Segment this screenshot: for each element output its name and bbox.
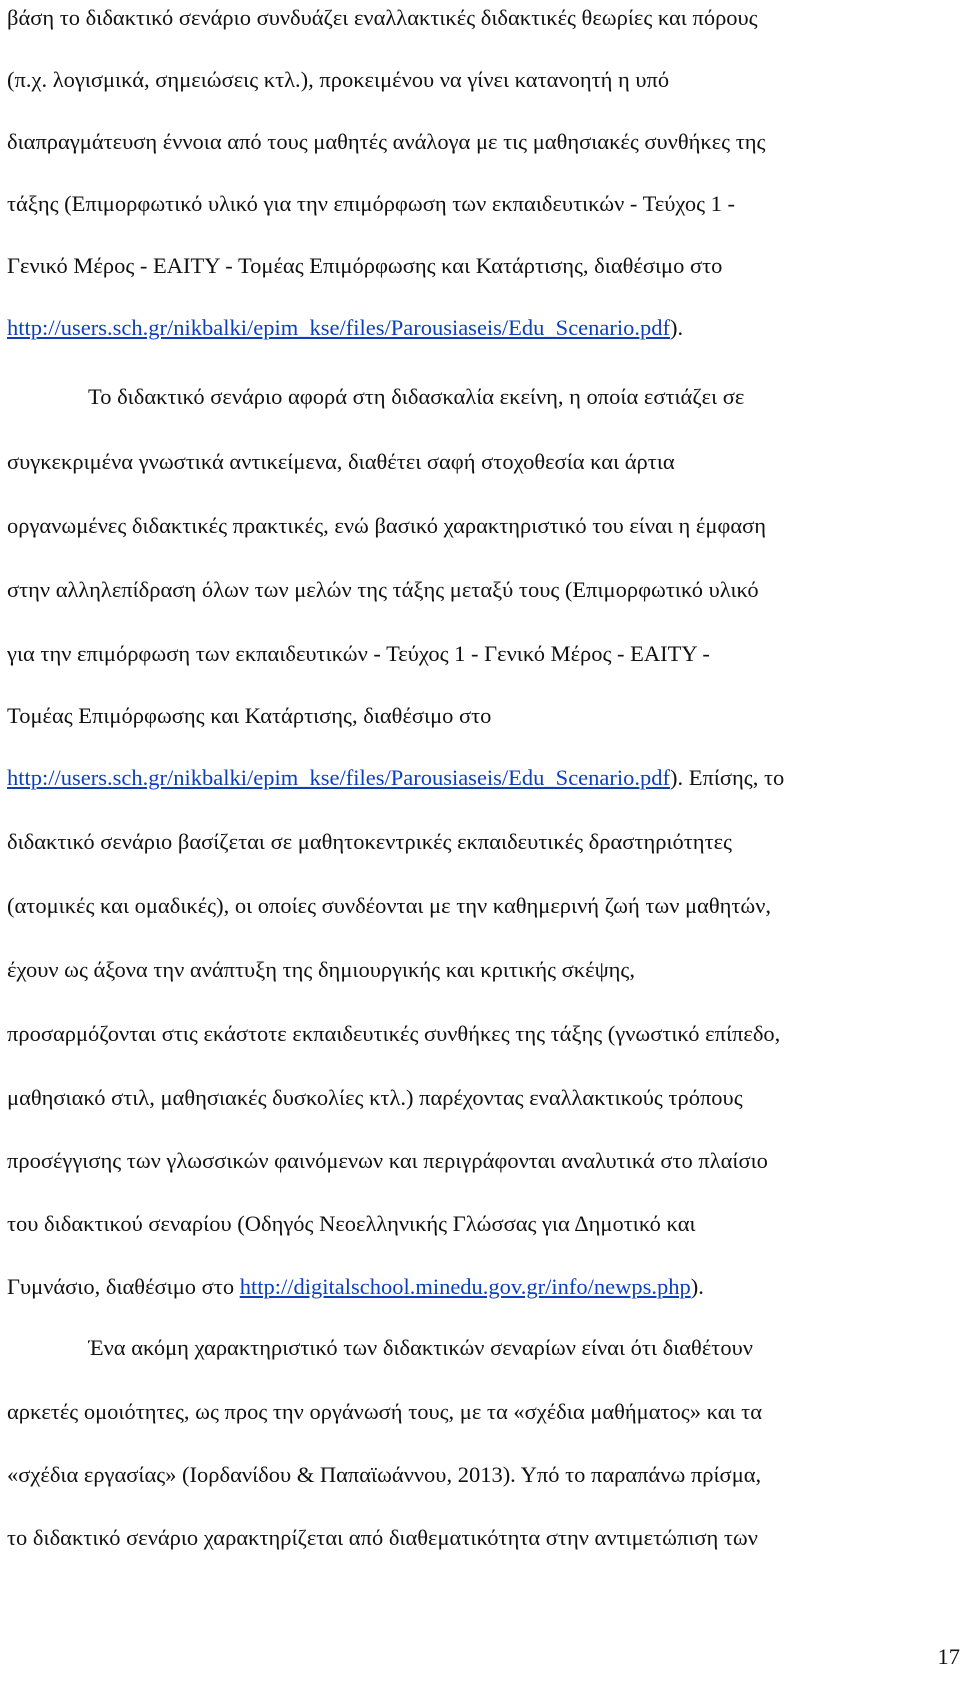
paragraph-2-line-14: του διδακτικού σεναρίου (Οδηγός Νεοελληνικής Γλώσσας για Δημοτικό και bbox=[7, 1211, 696, 1236]
paragraph-2-line-15 bbox=[7, 1273, 952, 1301]
paragraph-2-line-6: Τομέας Επιμόρφωσης και Κατάρτισης, διαθέσιμο στο bbox=[7, 703, 492, 728]
link-leading-text: Γυμνάσιο, διαθέσιμο στο bbox=[7, 1274, 240, 1299]
paragraph-2-line-1: Το διδακτικό σενάριο αφορά στη διδασκαλία εκείνη, η οποία εστιάζει σε bbox=[88, 384, 745, 409]
paragraph-3-line-2: αρκετές ομοιότητες, ως προς την οργάνωσή τους, με τα «σχέδια μαθήματος» και τα bbox=[7, 1399, 763, 1424]
paragraph-2-line-12: μαθησιακό στιλ, μαθησιακές δυσκολίες κτλ.) παρέχοντας εναλλακτικούς τρόπους bbox=[7, 1085, 743, 1110]
paragraph-2-line-8: διδακτικό σενάριο βασίζεται σε μαθητοκεντρικές εκπαιδευτικές δραστηριότητες bbox=[7, 829, 732, 854]
paragraph-1-line-5: Γενικό Μέρος - ΕΑΙΤΥ - Τομέας Επιμόρφωσης και Κατάρτισης, διαθέσιμο στο bbox=[7, 253, 723, 278]
edu-scenario-link[interactable]: http://users.sch.gr/nikbalki/epim_kse/files/Parousiaseis/Edu_Scenario.pdf bbox=[7, 315, 671, 340]
page-number: 17 bbox=[937, 1644, 960, 1669]
paragraph-2-line-10: έχουν ως άξονα την ανάπτυξη της δημιουργικής και κριτικής σκέψης, bbox=[7, 957, 635, 982]
paragraph-2-line-2: συγκεκριμένα γνωστικά αντικείμενα, διαθέτει σαφή στοχοθεσία και άρτια bbox=[7, 449, 675, 474]
paragraph-1-line-2: (π.χ. λογισμικά, σημειώσεις κτλ.), προκειμένου να γίνει κατανοητή η υπό bbox=[7, 67, 670, 92]
link-closing-text: ). bbox=[690, 1274, 704, 1299]
paragraph-2-line-9: (ατομικές και ομαδικές), οι οποίες συνδέονται με την καθημερινή ζωή των μαθητών, bbox=[7, 893, 772, 918]
paragraph-2-line-11: προσαρμόζονται στις εκάστοτε εκπαιδευτικές συνθήκες της τάξης (γνωστικό επίπεδο, bbox=[7, 1021, 781, 1046]
paragraph-2-line-4: στην αλληλεπίδραση όλων των μελών της τάξης μεταξύ τους (Επιμορφωτικό υλικό bbox=[7, 577, 759, 602]
paragraph-2-line-5: για την επιμόρφωση των εκπαιδευτικών - Τεύχος 1 - Γενικό Μέρος - ΕΑΙΤΥ - bbox=[7, 641, 710, 666]
paragraph-1-line-3: διαπραγμάτευση έννοια από τους μαθητές ανάλογα με τις μαθησιακές συνθήκες της bbox=[7, 129, 766, 154]
edu-scenario-link-2[interactable]: http://users.sch.gr/nikbalki/epim_kse/files/Parousiaseis/Edu_Scenario.pdf bbox=[7, 765, 671, 790]
paragraph-2-line-3: οργανωμένες διδακτικές πρακτικές, ενώ βασικό χαρακτηριστικό του είναι η έμφαση bbox=[7, 513, 767, 538]
paragraph-2-line-7 bbox=[7, 764, 952, 792]
paragraph-1-line-1: βάση το διδακτικό σενάριο συνδυάζει εναλλακτικές διδακτικές θεωρίες και πόρους bbox=[7, 5, 758, 30]
paragraph-1-line-6 bbox=[7, 314, 952, 342]
paragraph-3-line-3: «σχέδια εργασίας» (Ιορδανίδου & Παπαϊωάννου, 2013). Υπό το παραπάνω πρίσμα, bbox=[7, 1462, 762, 1487]
digitalschool-link[interactable]: http://digitalschool.minedu.gov.gr/info/newps.php bbox=[239, 1274, 691, 1299]
paragraph-3-line-4: το διδακτικό σενάριο χαρακτηρίζεται από διαθεματικότητα στην αντιμετώπιση των bbox=[7, 1525, 758, 1550]
link-closing-text: ). Επίσης, το bbox=[670, 765, 785, 790]
paragraph-1-line-4: τάξης (Επιμορφωτικό υλικό για την επιμόρφωση των εκπαιδευτικών - Τεύχος 1 - bbox=[7, 191, 736, 216]
paragraph-3-line-1: Ένα ακόμη χαρακτηριστικό των διδακτικών σεναρίων είναι ότι διαθέτουν bbox=[88, 1335, 753, 1360]
paragraph-2-line-13: προσέγγισης των γλωσσικών φαινόμενων και περιγράφονται αναλυτικά στο πλαίσιο bbox=[7, 1148, 768, 1173]
link-closing-text: ). bbox=[670, 315, 684, 340]
